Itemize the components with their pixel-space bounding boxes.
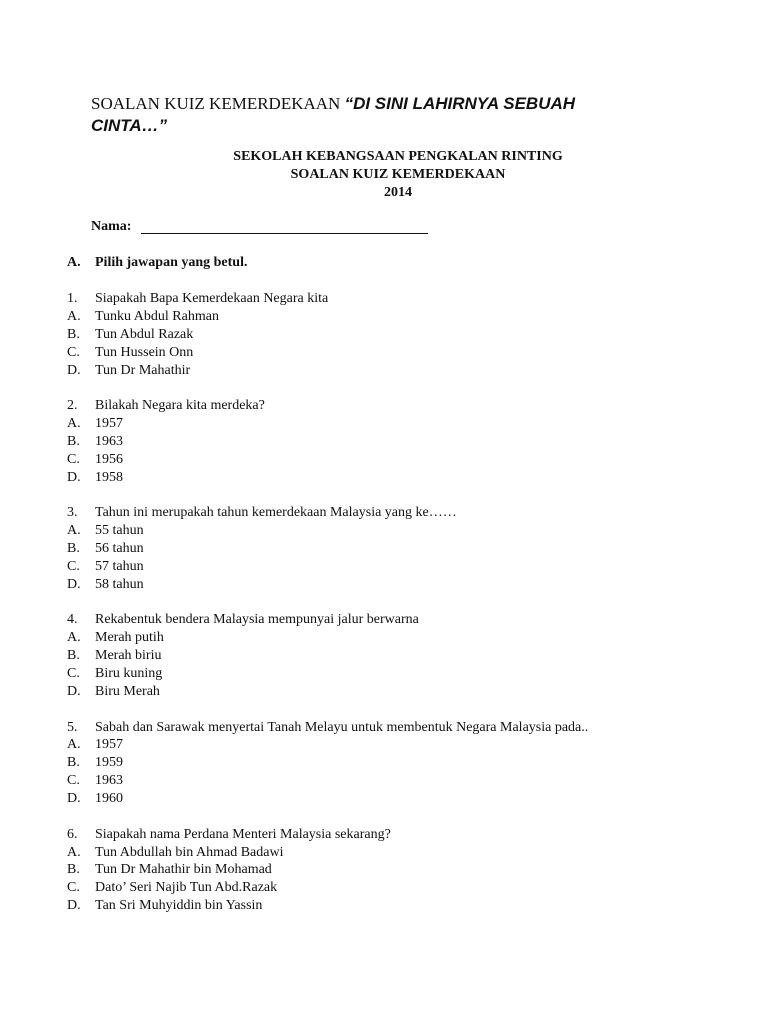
option-text: Tun Dr Mahathir bin Mohamad <box>95 862 272 878</box>
answer-option <box>67 861 727 879</box>
option-letter: D. <box>67 791 81 807</box>
quiz-title-text: SOALAN KUIZ KEMERDEKAAN <box>91 94 345 113</box>
question-text: Bilakah Negara kita merdeka? <box>95 398 265 414</box>
section-heading <box>67 254 247 272</box>
question-list <box>67 290 727 933</box>
question-line <box>67 504 727 522</box>
answer-option <box>67 879 727 897</box>
option-text: Biru kuning <box>95 666 163 682</box>
option-text: 1963 <box>95 433 123 449</box>
option-letter: C. <box>67 558 80 574</box>
answer-option <box>67 415 727 433</box>
option-letter: C. <box>67 666 80 682</box>
option-text: 56 tahun <box>95 541 144 557</box>
question-item <box>67 397 727 487</box>
quiz-title <box>91 93 651 137</box>
option-text: Merah putih <box>95 630 164 646</box>
option-letter: C. <box>67 880 80 896</box>
question-number: 2. <box>67 398 78 414</box>
option-text: Tunku Abdul Rahman <box>95 308 219 324</box>
question-number: 1. <box>67 291 78 306</box>
option-text: 55 tahun <box>95 523 144 539</box>
answer-option <box>67 326 727 344</box>
section-letter: A. <box>67 255 81 270</box>
answer-option <box>67 790 727 808</box>
option-letter: B. <box>67 433 80 449</box>
option-text: Biru Merah <box>95 684 160 699</box>
option-letter: C. <box>67 344 80 360</box>
option-letter: B. <box>67 648 80 664</box>
option-letter: A. <box>67 737 81 753</box>
option-text: Tun Abdullah bin Ahmad Badawi <box>95 844 284 860</box>
answer-option <box>67 308 727 326</box>
option-text: Merah biriu <box>95 648 162 664</box>
answer-option <box>67 344 727 362</box>
option-letter: D. <box>67 576 81 592</box>
option-text: 1957 <box>95 737 123 753</box>
answer-option <box>67 772 727 790</box>
option-text: Tun Abdul Razak <box>95 326 194 342</box>
question-text: Tahun ini merupakah tahun kemerdekaan Malaysia yang ke…… <box>95 505 457 521</box>
question-item <box>67 719 727 809</box>
question-text: Siapakah nama Perdana Menteri Malaysia sekarang? <box>95 826 391 842</box>
question-line <box>67 826 727 844</box>
question-item <box>67 290 727 380</box>
quiz-year: 2014 <box>384 185 412 200</box>
option-text: 57 tahun <box>95 558 144 574</box>
option-text: Dato’ Seri Najib Tun Abd.Razak <box>95 880 278 896</box>
answer-option <box>67 683 727 701</box>
answer-option <box>67 558 727 576</box>
answer-option <box>67 451 727 469</box>
school-name: SEKOLAH KEBANGSAAN PENGKALAN RINTING <box>233 149 563 164</box>
answer-option <box>67 647 727 665</box>
answer-option <box>67 629 727 647</box>
question-item <box>67 826 727 916</box>
answer-option <box>67 736 727 754</box>
question-line <box>67 611 727 629</box>
option-letter: D. <box>67 684 81 699</box>
quiz-slogan: “DI SINI LAHIRNYA SEBUAH CINTA…” <box>91 94 576 135</box>
section-instruction: Pilih jawapan yang betul. <box>95 255 248 270</box>
option-letter: D. <box>67 469 81 485</box>
name-blank-line <box>141 219 428 234</box>
option-text: 1956 <box>95 451 123 467</box>
answer-option <box>67 576 727 594</box>
answer-option <box>67 522 727 540</box>
answer-option <box>67 540 727 558</box>
question-text: Rekabentuk bendera Malaysia mempunyai jalur berwarna <box>95 612 419 628</box>
option-text: 1959 <box>95 755 123 771</box>
quiz-subtitle: SOALAN KUIZ KEMERDEKAAN <box>290 167 506 182</box>
question-item <box>67 504 727 594</box>
question-number: 6. <box>67 826 78 842</box>
question-number: 3. <box>67 505 78 521</box>
option-letter: A. <box>67 308 81 324</box>
option-text: Tun Hussein Onn <box>95 344 194 360</box>
question-line <box>67 719 727 737</box>
answer-option <box>67 433 727 451</box>
option-text: 1957 <box>95 416 123 432</box>
option-letter: B. <box>67 862 80 878</box>
option-text: 58 tahun <box>95 576 144 592</box>
answer-option <box>67 362 727 380</box>
answer-option <box>67 844 727 862</box>
option-text: 1960 <box>95 791 123 807</box>
question-line <box>67 397 727 415</box>
question-text: Sabah dan Sarawak menyertai Tanah Melayu untuk membentuk Negara Malaysia pada.. <box>95 719 589 735</box>
option-letter: D. <box>67 362 81 378</box>
name-field <box>91 218 428 236</box>
option-letter: B. <box>67 326 80 342</box>
question-number: 5. <box>67 719 78 735</box>
option-letter: C. <box>67 773 80 789</box>
name-label: Nama: <box>91 219 132 234</box>
question-item <box>67 611 727 701</box>
option-letter: A. <box>67 416 81 432</box>
option-text: Tun Dr Mahathir <box>95 362 191 378</box>
answer-option <box>67 754 727 772</box>
option-letter: C. <box>67 451 80 467</box>
option-text: Tan Sri Muhyiddin bin Yassin <box>95 898 263 914</box>
question-number: 4. <box>67 612 78 628</box>
option-letter: D. <box>67 898 81 914</box>
answer-option <box>67 897 727 915</box>
question-line <box>67 290 727 308</box>
option-letter: A. <box>67 630 81 646</box>
answer-option <box>67 665 727 683</box>
answer-option <box>67 469 727 487</box>
school-header <box>0 148 768 202</box>
option-letter: B. <box>67 755 80 771</box>
option-text: 1958 <box>95 469 123 485</box>
option-letter: A. <box>67 844 81 860</box>
option-text: 1963 <box>95 773 123 789</box>
question-text: Siapakah Bapa Kemerdekaan Negara kita <box>95 291 329 306</box>
option-letter: A. <box>67 523 81 539</box>
option-letter: B. <box>67 541 80 557</box>
